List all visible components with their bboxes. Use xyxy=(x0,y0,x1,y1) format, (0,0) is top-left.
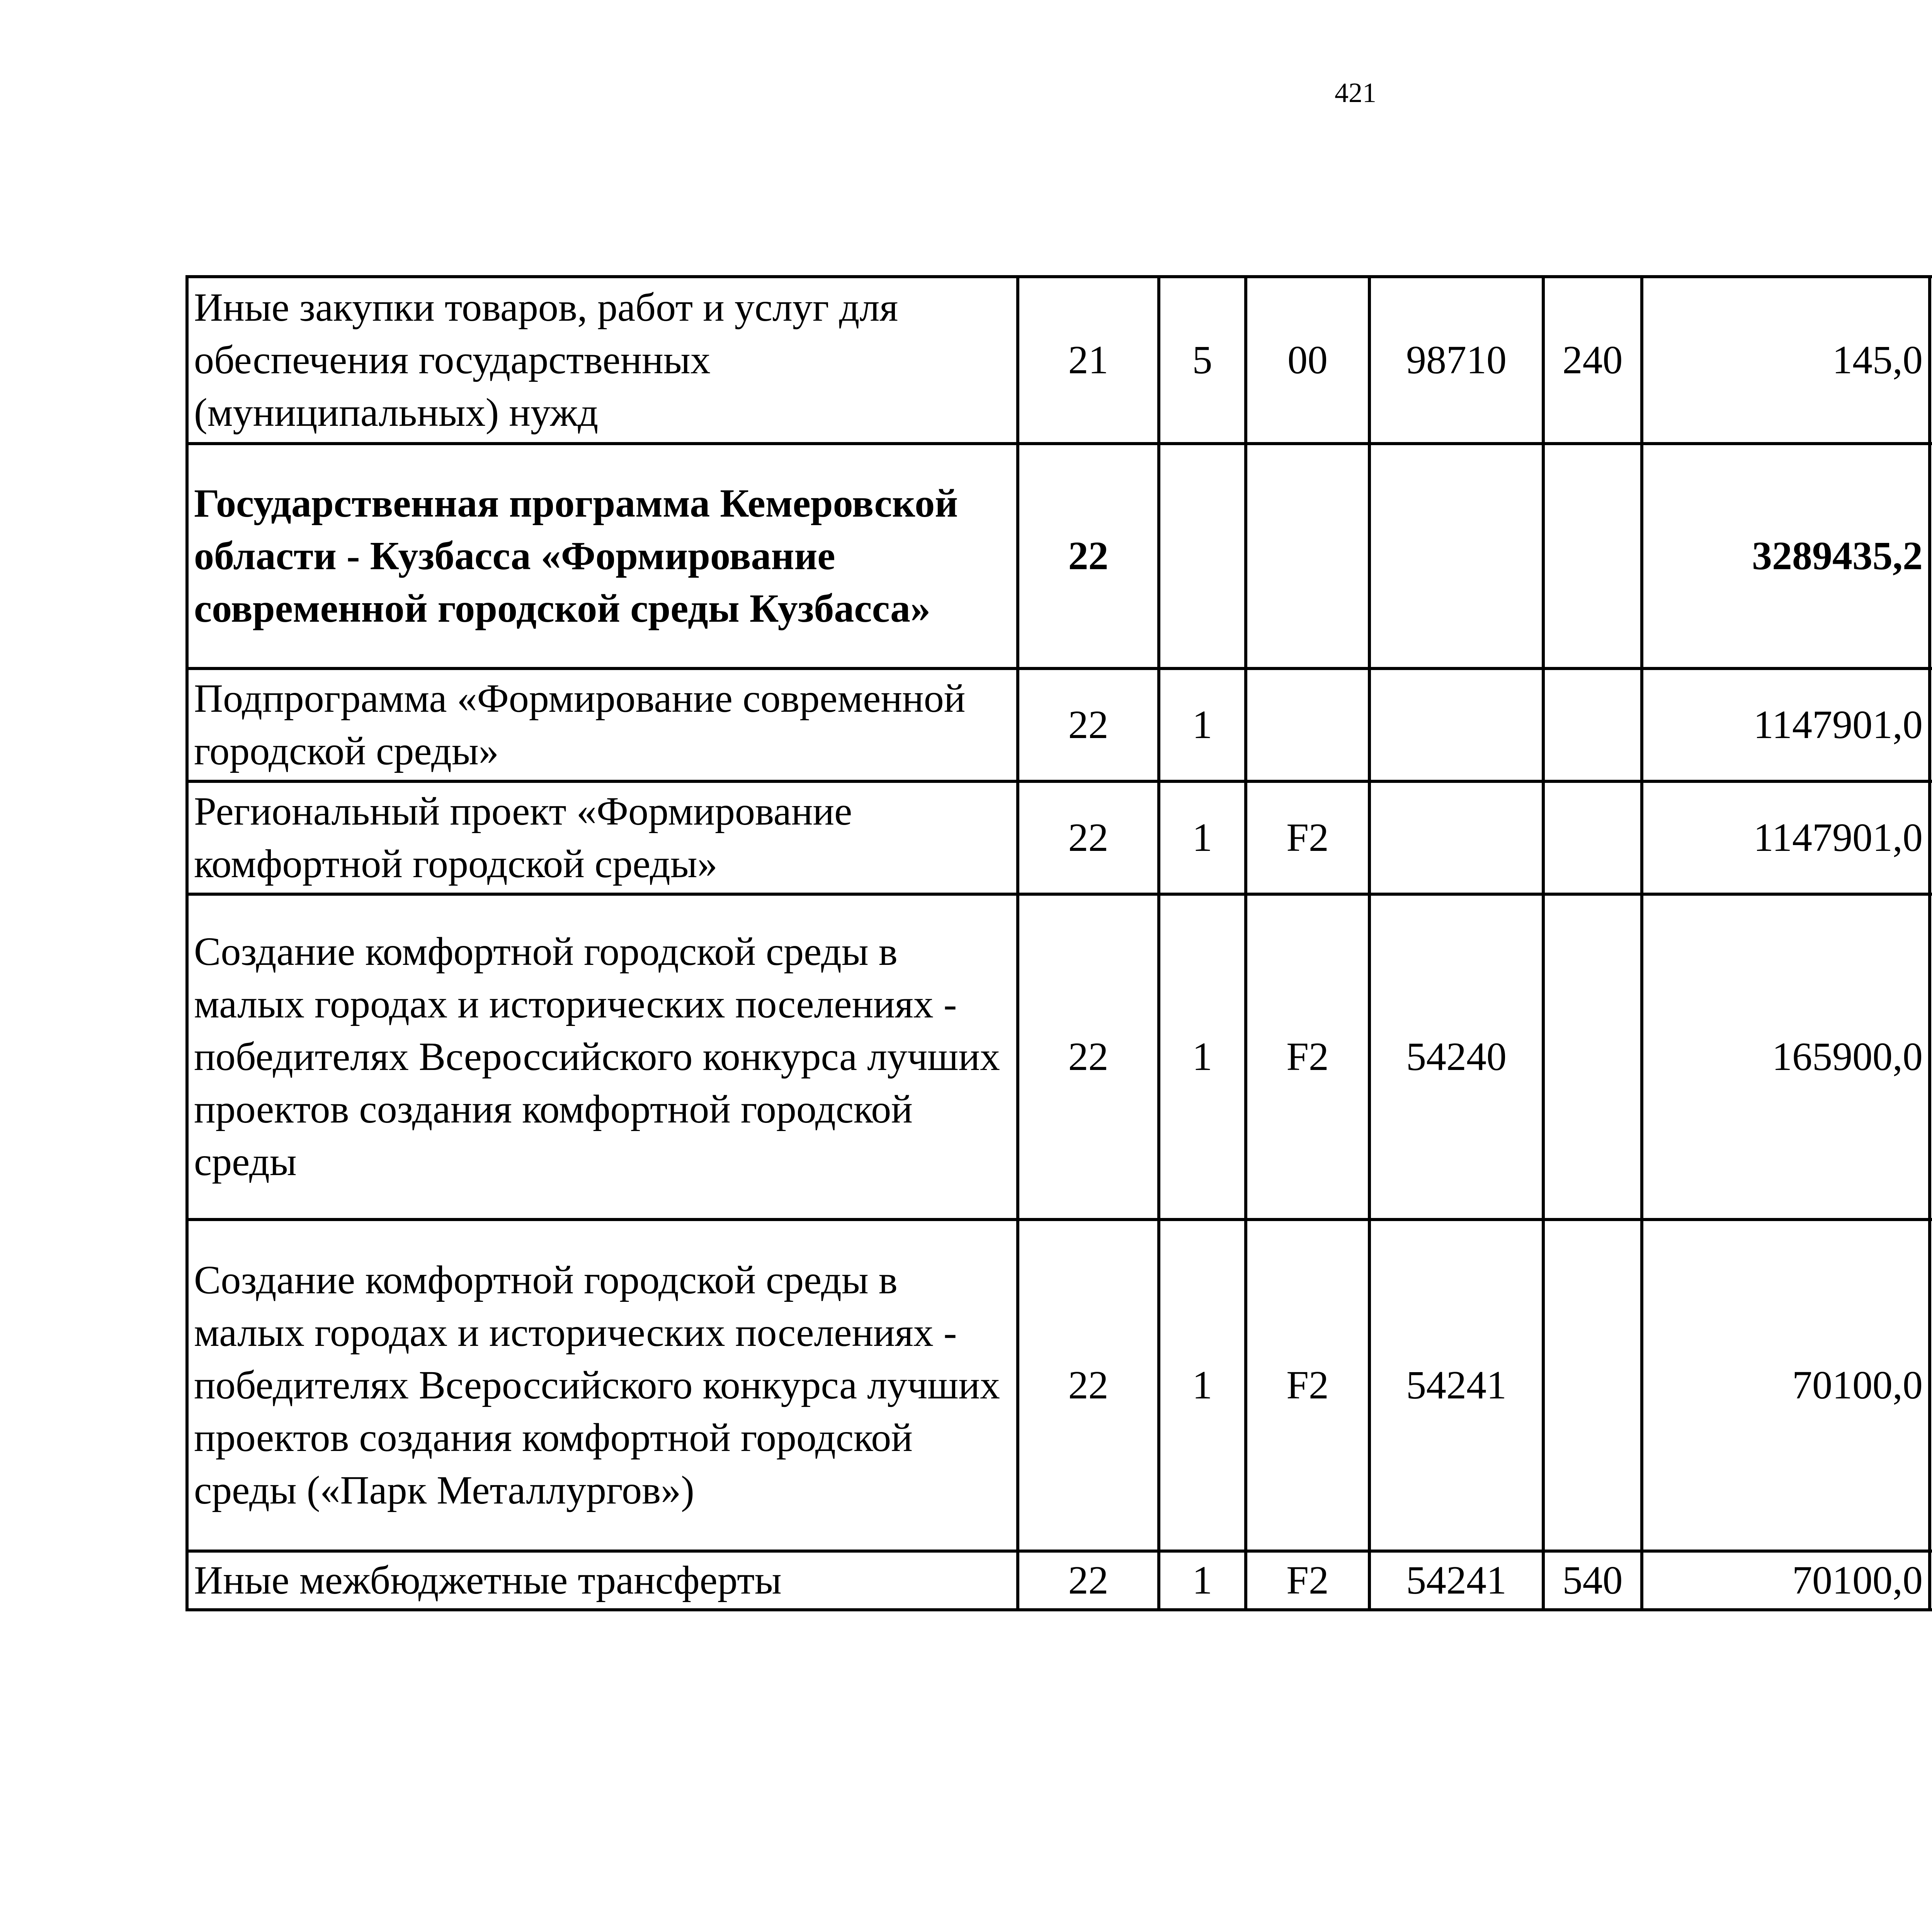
table-row xyxy=(187,277,1932,444)
row-name-cell: Региональный проект «Формирование комфортной городской среды» xyxy=(187,781,1018,894)
expense-type-cell: 540 xyxy=(1543,1551,1642,1610)
year2-cell xyxy=(1930,894,1932,1220)
year1-cell: 145,0 xyxy=(1642,277,1930,444)
program-cell: 21 xyxy=(1018,277,1159,444)
year2-cell xyxy=(1930,781,1932,894)
expense-type-cell xyxy=(1543,894,1642,1220)
program-cell: 22 xyxy=(1018,1220,1159,1551)
year2-cell xyxy=(1930,668,1932,781)
program-cell: 22 xyxy=(1018,444,1159,668)
code-cell: 98710 xyxy=(1369,277,1543,444)
table-row xyxy=(187,668,1932,781)
row-name-cell: Иные закупки товаров, работ и услуг для обеспечения государственных (муниципальных) нужд xyxy=(187,277,1018,444)
code-cell: 54241 xyxy=(1369,1551,1543,1610)
subprogram-cell: 1 xyxy=(1159,1220,1246,1551)
row-name-cell: Создание комфортной городской среды в малых городах и исторических поселениях - победителях Всероссийского конкурса лучших проектов создания комфортной городской среды («Парк Металлургов») xyxy=(187,1220,1018,1551)
row-name-cell: Иные межбюджетные трансферты xyxy=(187,1551,1018,1610)
direction-cell xyxy=(1246,444,1369,668)
direction-cell xyxy=(1246,668,1369,781)
program-cell: 22 xyxy=(1018,1551,1159,1610)
year1-cell: 3289435,2 xyxy=(1642,444,1930,668)
code-cell xyxy=(1369,444,1543,668)
code-cell xyxy=(1369,781,1543,894)
direction-cell: F2 xyxy=(1246,1551,1369,1610)
subprogram-cell: 5 xyxy=(1159,277,1246,444)
subprogram-cell: 1 xyxy=(1159,781,1246,894)
year1-cell: 70100,0 xyxy=(1642,1220,1930,1551)
code-cell: 54240 xyxy=(1369,894,1543,1220)
direction-cell: F2 xyxy=(1246,1220,1369,1551)
expense-type-cell xyxy=(1543,781,1642,894)
row-name-cell: Подпрограмма «Формирование современной городской среды» xyxy=(187,668,1018,781)
year2-cell xyxy=(1930,1220,1932,1551)
year1-cell: 1147901,0 xyxy=(1642,781,1930,894)
table-row xyxy=(187,894,1932,1220)
subprogram-cell: 1 xyxy=(1159,894,1246,1220)
table-row xyxy=(187,1551,1932,1610)
page-number: 421 xyxy=(1335,77,1376,108)
direction-cell: 00 xyxy=(1246,277,1369,444)
year1-cell: 1147901,0 xyxy=(1642,668,1930,781)
expense-type-cell xyxy=(1543,668,1642,781)
subprogram-cell xyxy=(1159,444,1246,668)
table-row xyxy=(187,1220,1932,1551)
year2-cell xyxy=(1930,444,1932,668)
expense-type-cell: 240 xyxy=(1543,277,1642,444)
program-cell: 22 xyxy=(1018,668,1159,781)
table-row xyxy=(187,781,1932,894)
program-cell: 22 xyxy=(1018,781,1159,894)
direction-cell: F2 xyxy=(1246,894,1369,1220)
row-name-cell: Создание комфортной городской среды в малых городах и исторических поселениях - победителях Всероссийского конкурса лучших проектов создания комфортной городской среды xyxy=(187,894,1018,1220)
row-name-cell: Государственная программа Кемеровской области - Кузбасса «Формирование современной городской среды Кузбасса» xyxy=(187,444,1018,668)
year1-cell: 165900,0 xyxy=(1642,894,1930,1220)
code-cell xyxy=(1369,668,1543,781)
subprogram-cell: 1 xyxy=(1159,1551,1246,1610)
expense-type-cell xyxy=(1543,444,1642,668)
year2-cell xyxy=(1930,1551,1932,1610)
table-row xyxy=(187,444,1932,668)
subprogram-cell: 1 xyxy=(1159,668,1246,781)
expense-type-cell xyxy=(1543,1220,1642,1551)
budget-table xyxy=(185,275,1932,1611)
year2-cell xyxy=(1930,277,1932,444)
year1-cell: 70100,0 xyxy=(1642,1551,1930,1610)
code-cell: 54241 xyxy=(1369,1220,1543,1551)
direction-cell: F2 xyxy=(1246,781,1369,894)
program-cell: 22 xyxy=(1018,894,1159,1220)
